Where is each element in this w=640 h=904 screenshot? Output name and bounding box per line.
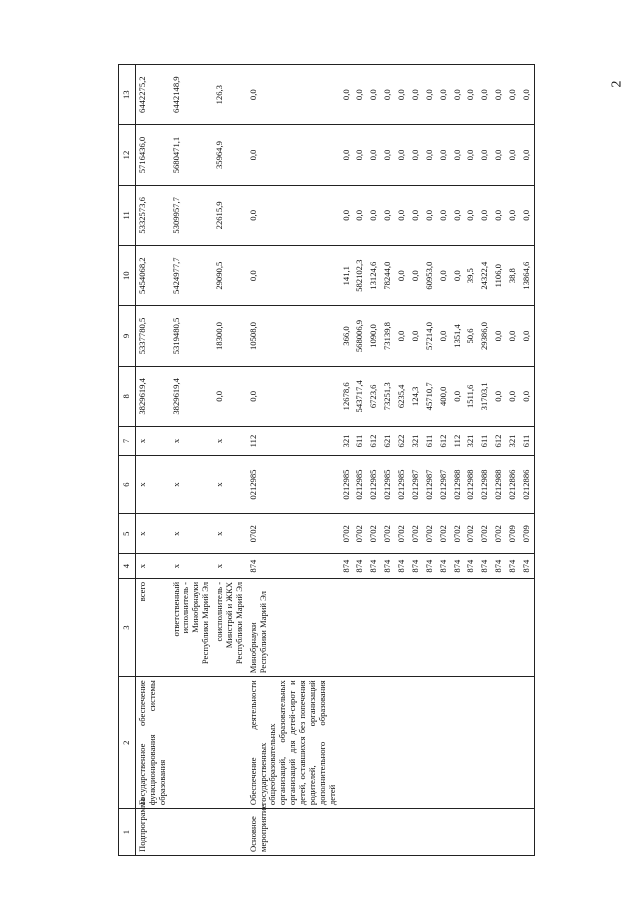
cell-col-8: 124,3 [409, 366, 423, 426]
cell-col-9: 0,0 [520, 306, 534, 366]
column-header-10: 10 [119, 246, 136, 306]
cell-col-3: ответственный исполнитель - Минобрнауки Республики Марий Эл [170, 578, 214, 676]
cell-col-6: 0212985 [381, 456, 395, 514]
cell-col-3 [520, 578, 534, 676]
cell-col-6: 0212988 [478, 456, 492, 514]
cell-col-6: 0212987 [423, 456, 437, 514]
column-header-11: 11 [119, 185, 136, 245]
table-row [464, 65, 478, 856]
rotated-table-layer [118, 64, 574, 856]
column-header-2: 2 [119, 677, 136, 809]
cell-col-9: 0,0 [492, 306, 506, 366]
cell-col-5: x [213, 514, 247, 554]
cell-col-5: 0702 [381, 514, 395, 554]
cell-col-2 [423, 677, 437, 809]
cell-col-6: 0212988 [451, 456, 465, 514]
cell-col-1 [451, 809, 465, 856]
cell-col-12: 0,0 [353, 125, 367, 185]
cell-col-1 [395, 809, 409, 856]
cell-col-6: 0212985 [340, 456, 354, 514]
cell-col-4: 874 [395, 554, 409, 579]
cell-col-4: 874 [367, 554, 381, 579]
cell-col-5: 0702 [464, 514, 478, 554]
cell-col-7: 321 [409, 427, 423, 456]
cell-col-4: 874 [247, 554, 340, 579]
table-row [135, 65, 169, 856]
cell-col-13: 0,0 [506, 65, 520, 125]
cell-col-8: 3829619,4 [135, 366, 169, 426]
table-row [247, 65, 340, 856]
cell-col-4: 874 [464, 554, 478, 579]
header-row [119, 65, 136, 856]
cell-col-2 [213, 677, 247, 809]
cell-col-3 [353, 578, 367, 676]
cell-col-4: 874 [478, 554, 492, 579]
cell-col-10: 13864,6 [520, 246, 534, 306]
table-row [170, 65, 214, 856]
column-header-3: 3 [119, 578, 136, 676]
column-header-5: 5 [119, 514, 136, 554]
cell-col-6: 0212985 [353, 456, 367, 514]
cell-col-3 [464, 578, 478, 676]
cell-col-9: 1090,0 [367, 306, 381, 366]
cell-col-7: 612 [437, 427, 451, 456]
cell-col-9: 57214,0 [423, 306, 437, 366]
cell-col-7: x [135, 427, 169, 456]
cell-col-8: 0,0 [520, 366, 534, 426]
cell-col-4: 874 [437, 554, 451, 579]
cell-col-3 [437, 578, 451, 676]
cell-col-7: 321 [506, 427, 520, 456]
table-row [409, 65, 423, 856]
cell-col-7: 621 [381, 427, 395, 456]
cell-col-1 [367, 809, 381, 856]
cell-col-11: 0,0 [520, 185, 534, 245]
table-row [395, 65, 409, 856]
cell-col-3 [395, 578, 409, 676]
cell-col-2 [520, 677, 534, 809]
budget-table [118, 64, 535, 856]
column-header-7: 7 [119, 427, 136, 456]
column-header-1: 1 [119, 809, 136, 856]
cell-col-5: 0702 [437, 514, 451, 554]
cell-col-9: 568006,9 [353, 306, 367, 366]
cell-col-11: 22615,9 [213, 185, 247, 245]
cell-col-13: 6442148,9 [170, 65, 214, 125]
cell-col-12: 0,0 [367, 125, 381, 185]
cell-col-12: 5716436,0 [135, 125, 169, 185]
cell-col-2 [478, 677, 492, 809]
cell-col-5: 0702 [247, 514, 340, 554]
cell-col-10: 29090,5 [213, 246, 247, 306]
cell-col-12: 0,0 [492, 125, 506, 185]
cell-col-11: 0,0 [464, 185, 478, 245]
cell-col-8: 543717,4 [353, 366, 367, 426]
table-row [340, 65, 354, 856]
cell-col-12: 0,0 [423, 125, 437, 185]
cell-col-2: Обеспечение деятельности государственных общеобразовательных организаций, образовательных организаций для детей-сирот и детей, оставшихся без попечения родителей, организаций дополнительного образования детей [247, 677, 340, 809]
cell-col-6: 0212988 [492, 456, 506, 514]
table-row [437, 65, 451, 856]
cell-col-10: 0,0 [395, 246, 409, 306]
column-header-8: 8 [119, 366, 136, 426]
cell-col-10: 0,0 [451, 246, 465, 306]
cell-col-13: 0,0 [478, 65, 492, 125]
cell-col-1 [170, 809, 214, 856]
cell-col-5: 0702 [423, 514, 437, 554]
cell-col-12: 0,0 [451, 125, 465, 185]
cell-col-11: 0,0 [381, 185, 395, 245]
cell-col-8: 73251,3 [381, 366, 395, 426]
cell-col-3 [506, 578, 520, 676]
cell-col-13: 0,0 [353, 65, 367, 125]
cell-col-3 [478, 578, 492, 676]
cell-col-13: 6442275,2 [135, 65, 169, 125]
cell-col-9: 5337780,5 [135, 306, 169, 366]
cell-col-3 [423, 578, 437, 676]
cell-col-4: 874 [353, 554, 367, 579]
cell-col-1 [478, 809, 492, 856]
column-header-9: 9 [119, 306, 136, 366]
cell-col-9: 366,0 [340, 306, 354, 366]
cell-col-4: 874 [520, 554, 534, 579]
table-row [451, 65, 465, 856]
column-header-4: 4 [119, 554, 136, 579]
cell-col-8: 0,0 [506, 366, 520, 426]
cell-col-5: 0702 [353, 514, 367, 554]
cell-col-6: 0212886 [520, 456, 534, 514]
cell-col-2 [492, 677, 506, 809]
cell-col-10: 24322,4 [478, 246, 492, 306]
cell-col-9: 0,0 [506, 306, 520, 366]
cell-col-13: 0,0 [340, 65, 354, 125]
cell-col-12: 0,0 [395, 125, 409, 185]
cell-col-4: 874 [423, 554, 437, 579]
cell-col-8: 1511,6 [464, 366, 478, 426]
table-row [213, 65, 247, 856]
cell-col-6: x [213, 456, 247, 514]
cell-col-12: 0,0 [340, 125, 354, 185]
cell-col-5: 0702 [367, 514, 381, 554]
cell-col-13: 0,0 [395, 65, 409, 125]
cell-col-2 [367, 677, 381, 809]
page-number: 2 [609, 80, 625, 88]
cell-col-11: 0,0 [367, 185, 381, 245]
cell-col-8: 6723,6 [367, 366, 381, 426]
cell-col-10: 141,1 [340, 246, 354, 306]
cell-col-6: x [170, 456, 214, 514]
cell-col-8: 0,0 [451, 366, 465, 426]
cell-col-13: 0,0 [381, 65, 395, 125]
cell-col-9: 50,6 [464, 306, 478, 366]
cell-col-2: Государственное обеспечение функционирования системы образования [135, 677, 169, 809]
cell-col-7: 611 [478, 427, 492, 456]
cell-col-9: 73139,8 [381, 306, 395, 366]
cell-col-7: 321 [340, 427, 354, 456]
cell-col-5: 0702 [451, 514, 465, 554]
cell-col-11: 0,0 [247, 185, 340, 245]
cell-col-3 [381, 578, 395, 676]
column-header-13: 13 [119, 65, 136, 125]
cell-col-9: 29386,0 [478, 306, 492, 366]
cell-col-1: Основное мероприятие [247, 809, 340, 856]
cell-col-4: 874 [451, 554, 465, 579]
cell-col-7: 612 [492, 427, 506, 456]
cell-col-2 [395, 677, 409, 809]
cell-col-13: 0,0 [520, 65, 534, 125]
cell-col-13: 0,0 [367, 65, 381, 125]
table-row [506, 65, 520, 856]
cell-col-4: 874 [409, 554, 423, 579]
column-header-12: 12 [119, 125, 136, 185]
cell-col-4: x [213, 554, 247, 579]
cell-col-9: 10508,0 [247, 306, 340, 366]
cell-col-12: 0,0 [464, 125, 478, 185]
cell-col-11: 0,0 [353, 185, 367, 245]
cell-col-12: 35964,9 [213, 125, 247, 185]
table-row [353, 65, 367, 856]
cell-col-9: 0,0 [409, 306, 423, 366]
cell-col-7: x [213, 427, 247, 456]
cell-col-13: 126,3 [213, 65, 247, 125]
cell-col-10: 38,8 [506, 246, 520, 306]
table-row [381, 65, 395, 856]
cell-col-7: 321 [464, 427, 478, 456]
cell-col-5: 0702 [340, 514, 354, 554]
cell-col-8: 400,0 [437, 366, 451, 426]
cell-col-12: 0,0 [520, 125, 534, 185]
cell-col-4: 874 [492, 554, 506, 579]
cell-col-6: 0212987 [409, 456, 423, 514]
cell-col-10: 1106,0 [492, 246, 506, 306]
cell-col-5: x [170, 514, 214, 554]
cell-col-3: Минобрнауки Республики Марий Эл [247, 578, 340, 676]
cell-col-11: 0,0 [423, 185, 437, 245]
cell-col-10: 582102,3 [353, 246, 367, 306]
cell-col-11: 0,0 [437, 185, 451, 245]
cell-col-1 [353, 809, 367, 856]
cell-col-11: 0,0 [409, 185, 423, 245]
cell-col-8: 0,0 [492, 366, 506, 426]
cell-col-1 [464, 809, 478, 856]
cell-col-5: 0709 [506, 514, 520, 554]
cell-col-4: 874 [506, 554, 520, 579]
cell-col-2 [464, 677, 478, 809]
cell-col-8: 45710,7 [423, 366, 437, 426]
cell-col-11: 5309957,7 [170, 185, 214, 245]
cell-col-13: 0,0 [464, 65, 478, 125]
cell-col-1 [340, 809, 354, 856]
cell-col-6: 0212985 [247, 456, 340, 514]
cell-col-8: 0,0 [247, 366, 340, 426]
column-header-6: 6 [119, 456, 136, 514]
cell-col-8: 3829619,4 [170, 366, 214, 426]
cell-col-2 [451, 677, 465, 809]
cell-col-12: 0,0 [409, 125, 423, 185]
cell-col-11: 5332573,6 [135, 185, 169, 245]
cell-col-6: 0212985 [395, 456, 409, 514]
cell-col-4: 874 [340, 554, 354, 579]
cell-col-9: 0,0 [437, 306, 451, 366]
cell-col-10: 13124,6 [367, 246, 381, 306]
cell-col-6: 0212985 [367, 456, 381, 514]
cell-col-5: 0709 [520, 514, 534, 554]
cell-col-6: 0212988 [464, 456, 478, 514]
cell-col-7: 611 [353, 427, 367, 456]
cell-col-10: 5424977,7 [170, 246, 214, 306]
cell-col-3 [340, 578, 354, 676]
table-body [135, 65, 534, 856]
cell-col-7: 611 [423, 427, 437, 456]
cell-col-10: 39,5 [464, 246, 478, 306]
cell-col-1 [520, 809, 534, 856]
table-row [520, 65, 534, 856]
cell-col-1 [213, 809, 247, 856]
cell-col-11: 0,0 [395, 185, 409, 245]
cell-col-12: 0,0 [381, 125, 395, 185]
cell-col-2 [506, 677, 520, 809]
cell-col-1 [381, 809, 395, 856]
cell-col-8: 31703,1 [478, 366, 492, 426]
cell-col-10: 60953,0 [423, 246, 437, 306]
cell-col-12: 5680471,1 [170, 125, 214, 185]
table-row [423, 65, 437, 856]
cell-col-11: 0,0 [340, 185, 354, 245]
cell-col-8: 6235,4 [395, 366, 409, 426]
cell-col-1 [423, 809, 437, 856]
cell-col-2 [381, 677, 395, 809]
table-row [492, 65, 506, 856]
cell-col-9: 5319480,5 [170, 306, 214, 366]
cell-col-2 [409, 677, 423, 809]
cell-col-6: 0212987 [437, 456, 451, 514]
table-container [118, 64, 574, 856]
cell-col-6: 0212886 [506, 456, 520, 514]
cell-col-7: 112 [451, 427, 465, 456]
table-header [119, 65, 136, 856]
cell-col-5: x [135, 514, 169, 554]
table-row [478, 65, 492, 856]
cell-col-7: 612 [367, 427, 381, 456]
table-row [367, 65, 381, 856]
cell-col-13: 0,0 [451, 65, 465, 125]
cell-col-2 [437, 677, 451, 809]
cell-col-2 [170, 677, 214, 809]
cell-col-8: 0,0 [213, 366, 247, 426]
cell-col-12: 0,0 [506, 125, 520, 185]
cell-col-10: 0,0 [437, 246, 451, 306]
cell-col-1 [506, 809, 520, 856]
cell-col-1: Подпрограмма [135, 809, 169, 856]
cell-col-4: x [170, 554, 214, 579]
cell-col-4: 874 [381, 554, 395, 579]
cell-col-1 [492, 809, 506, 856]
cell-col-2 [340, 677, 354, 809]
cell-col-10: 5454068,2 [135, 246, 169, 306]
cell-col-5: 0702 [492, 514, 506, 554]
cell-col-9: 0,0 [395, 306, 409, 366]
cell-col-4: x [135, 554, 169, 579]
cell-col-7: 622 [395, 427, 409, 456]
cell-col-7: 611 [520, 427, 534, 456]
cell-col-12: 0,0 [247, 125, 340, 185]
cell-col-3 [451, 578, 465, 676]
cell-col-10: 0,0 [247, 246, 340, 306]
cell-col-13: 0,0 [423, 65, 437, 125]
cell-col-1 [409, 809, 423, 856]
cell-col-13: 0,0 [437, 65, 451, 125]
cell-col-13: 0,0 [247, 65, 340, 125]
cell-col-5: 0702 [395, 514, 409, 554]
cell-col-9: 18300,0 [213, 306, 247, 366]
cell-col-12: 0,0 [437, 125, 451, 185]
cell-col-3 [409, 578, 423, 676]
cell-col-9: 1351,4 [451, 306, 465, 366]
cell-col-13: 0,0 [492, 65, 506, 125]
cell-col-3 [492, 578, 506, 676]
cell-col-10: 0,0 [409, 246, 423, 306]
cell-col-7: 112 [247, 427, 340, 456]
cell-col-11: 0,0 [492, 185, 506, 245]
cell-col-11: 0,0 [506, 185, 520, 245]
cell-col-2 [353, 677, 367, 809]
cell-col-11: 0,0 [478, 185, 492, 245]
cell-col-10: 78244,0 [381, 246, 395, 306]
cell-col-6: x [135, 456, 169, 514]
cell-col-3: соисполнитель - Минстрой и ЖКХ Республики Марий Эл [213, 578, 247, 676]
cell-col-3: всего [135, 578, 169, 676]
cell-col-5: 0702 [409, 514, 423, 554]
cell-col-1 [437, 809, 451, 856]
cell-col-12: 0,0 [478, 125, 492, 185]
cell-col-3 [367, 578, 381, 676]
cell-col-8: 12678,6 [340, 366, 354, 426]
cell-col-13: 0,0 [409, 65, 423, 125]
cell-col-5: 0702 [478, 514, 492, 554]
cell-col-7: x [170, 427, 214, 456]
cell-col-11: 0,0 [451, 185, 465, 245]
